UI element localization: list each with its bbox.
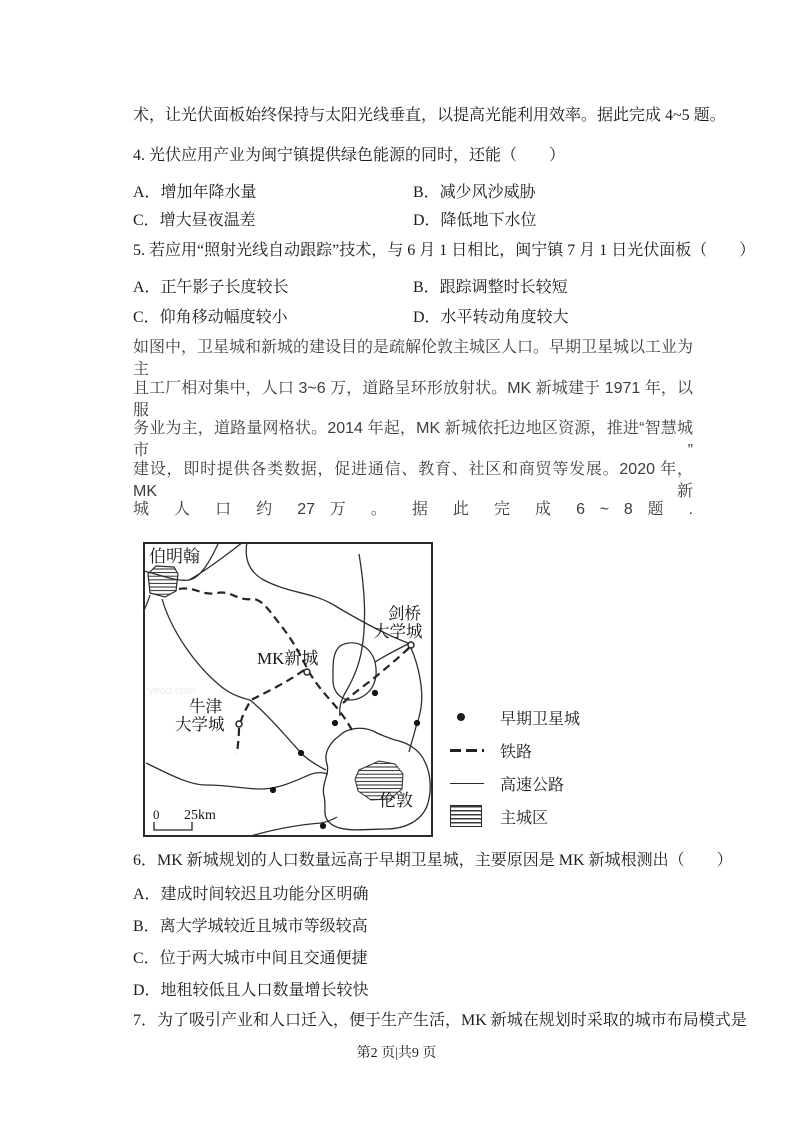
- question-5-option-a: A．正午影子长度较长: [133, 279, 289, 296]
- map-scale-zero: 0: [153, 807, 160, 822]
- legend-item-railway: [450, 739, 580, 761]
- map-label-birmingham: 伯明翰: [149, 547, 200, 566]
- question-4-option-b: B．减少风沙威胁: [413, 184, 536, 201]
- question-4-option-d: D．降低地下水位: [413, 212, 537, 229]
- question-6-option-d: D．地租较低且人口数量增长较快: [133, 982, 369, 999]
- map-label-oxford-2: 大学城: [175, 715, 225, 734]
- question-5-option-d: D．水平转动角度较大: [413, 309, 569, 326]
- map-figure: [143, 542, 433, 837]
- map-label-cambridge-1: 剑桥: [388, 604, 421, 623]
- highway-line-icon: [450, 783, 486, 784]
- legend-item-main-urban: [450, 805, 580, 827]
- map-scale-bar: [154, 822, 192, 830]
- legend-label: 主城区: [500, 809, 549, 827]
- passage-paragraph: [133, 337, 693, 540]
- question-4-option-a: A．增加年降水量: [133, 184, 257, 201]
- question-5-stem: 5. 若应用“照射光线自动跟踪”技术，与 6 月 1 日相比，闽宁镇 7 月 1 日光伏面板（ ）: [133, 242, 756, 259]
- question-7-stem: 7．为了吸引产业和人口迁入，便于生产生活，MK 新城在规划时采取的城市布局模式是: [133, 1012, 747, 1029]
- question-6-option-c: C．位于两大城市中间且交通便捷: [133, 950, 368, 967]
- passage-line-4: 建设，即时提供各类数据，促进通信、教育、社区和商贸等发展。2020 年，MK 新: [133, 460, 693, 500]
- map-watermark: yeoo.com: [148, 685, 196, 697]
- page-footer: 第2 页|共9 页: [356, 1046, 437, 1061]
- passage-line-1: 如图中，卫星城和新城的建设目的是疏解伦敦主城区人口。早期卫星城以工业为主: [133, 339, 694, 378]
- intro-text: 术，让光伏面板始终保持与太阳光线垂直，以提高光能利用效率。据此完成 4~5 题。: [133, 107, 726, 124]
- legend-label: 高速公路: [500, 776, 565, 794]
- legend-label: 铁路: [500, 743, 533, 761]
- question-6-stem: 6．MK 新城规划的人口数量远高于早期卫星城，主要原因是 MK 新城根测出（ ）: [133, 852, 733, 869]
- map-label-london: 伦敦: [379, 791, 413, 810]
- satellite-city-dot-icon: [450, 713, 486, 721]
- legend-item-highway: [450, 772, 580, 794]
- question-4-option-c: C．增大昼夜温差: [133, 212, 256, 229]
- passage-line-2: 且工厂相对集中，人口 3~6 万，道路呈环形放射状。MK 新城建于 1971 年，以服: [133, 379, 693, 419]
- question-5-option-b: B．跟踪调整时长较短: [413, 279, 568, 296]
- map-svg: [143, 542, 433, 837]
- question-6-option-b: B．离大学城较近且城市等级较高: [133, 918, 368, 935]
- map-label-cambridge-2: 大学城: [373, 622, 423, 641]
- passage-line-3: 务业为主，道路量网格状。2014 年起，MK 新城依托边地区资源，推进“智慧城市”: [133, 420, 693, 460]
- railway-line-icon: [450, 749, 486, 752]
- passage-line-5: 城 人 口 约 27 万 。 据 此 完 成 6 ~ 8 题 .: [133, 501, 693, 519]
- question-6-option-a: A．建成时间较迟且功能分区明确: [133, 886, 369, 903]
- main-urban-hatch-icon: [450, 805, 486, 827]
- map-label-mk-newtown: MK新城: [257, 649, 319, 668]
- map-legend: [450, 706, 580, 838]
- map-label-oxford-1: 牛津: [189, 697, 222, 716]
- legend-label: 早期卫星城: [500, 710, 581, 728]
- map-birmingham-urban-area: [148, 566, 178, 597]
- legend-item-satellite-city: [450, 706, 580, 728]
- question-5-option-c: C．仰角移动幅度较小: [133, 309, 288, 326]
- map-scale-value: 25km: [184, 808, 216, 823]
- question-4-stem: 4. 光伏应用产业为闽宁镇提供绿色能源的同时，还能（ ）: [133, 147, 566, 164]
